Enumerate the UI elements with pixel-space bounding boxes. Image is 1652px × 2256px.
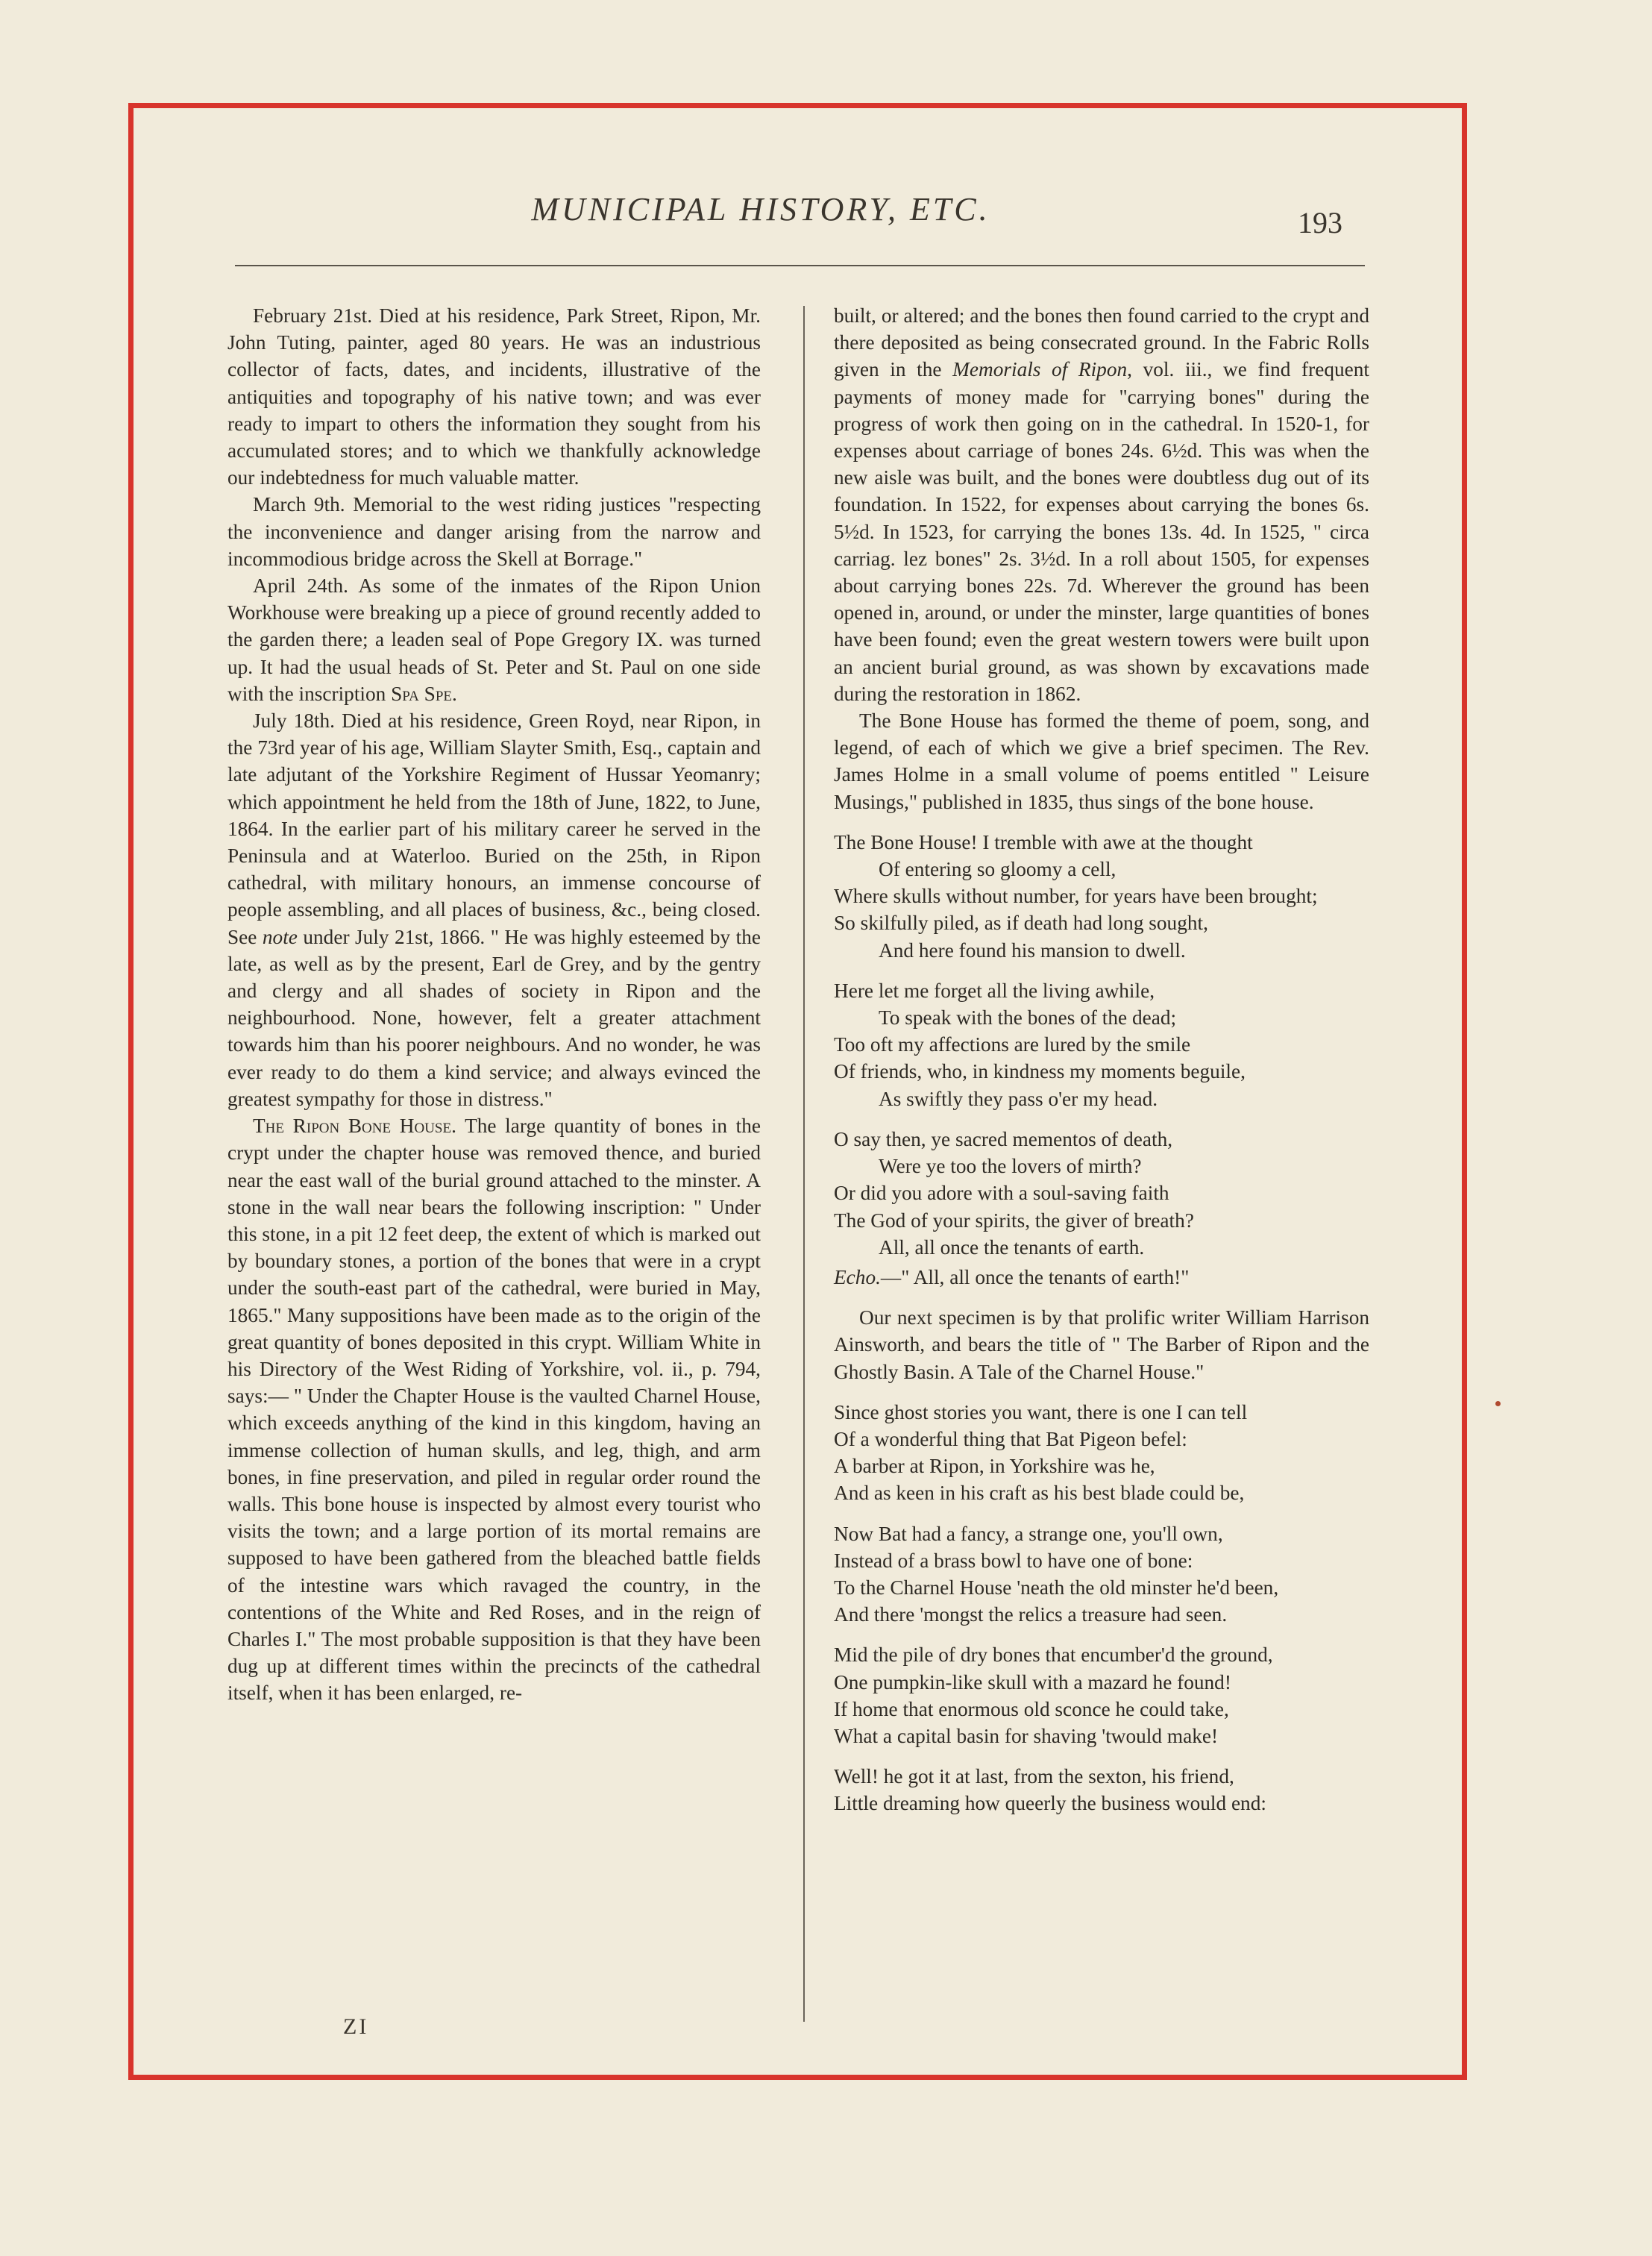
poem-line: Since ghost stories you want, there is one I can tell (834, 1400, 1248, 1423)
paragraph-march-9: March 9th. Memorial to the west riding justices "respecting the inconvenience and danger arising from the narrow and incommodious bridge across the Skell at Borrage." (227, 493, 761, 570)
poem2-stanza-2 (834, 1520, 1369, 1629)
poem-line: And as keen in his craft as his best blade could be, (834, 1482, 1245, 1505)
poem-line: Where skulls without number, for years have been brought; (834, 885, 1318, 908)
poem-line: And there 'mongst the relics a treasure had seen. (834, 1603, 1228, 1626)
paragraph-feb-21: February 21st. Died at his residence, Park Street, Ripon, Mr. John Tuting, painter, aged 80 years. He was an industrious collector of facts, dates, and incidents, illustrative of the antiquities and topography of his native town; and was ever ready to impart to others the information they sought from his accumulated stores; and to which we thankfully acknowledge our indebtedness for much valuable matter. (227, 304, 761, 489)
paragraph-july-18 (227, 707, 761, 1112)
paragraph-fabric-rolls-cont: , vol. iii., we find frequent payments of money made for "carrying bones" during the progress of work then going on in the cathedral. In 1520-1, for expenses about carriage of bones 24s. 6½d. This was when the new aisle was built, and the bones were doubtless dug out of its foundation. In 1522, for expenses about carrying the bones 6s. 5½d. In 1523, for carrying the bones 13s. 4d. In 1525, " circa carriag. lez bones" 2s. 3½d. In a roll about 1505, for expenses about carrying bones 22s. 7d. Wherever the ground has been opened in, around, or under the minster, large quantities of bones have been found; even the great western towers were built upon an ancient burial ground, as was shown by excavations made during the restoration in 1862. (834, 358, 1369, 705)
running-header-title: MUNICIPAL HISTORY, ETC. (531, 191, 990, 228)
paragraph-fabric-rolls-text: built, or altered; and the bones then found carried to the crypt and there deposited as being consecrated ground. In the Fabric Rolls given in the (834, 304, 1369, 381)
paragraph-april-24-text: April 24th. As some of the inmates of the Ripon Union Workhouse were breaking up a piece of ground recently added to the garden there; a leaden seal of Pope Gregory IX. was turned up. It had the usual heads of St. Peter and St. Paul on one side with the inscription (227, 574, 761, 705)
paragraph-bone-house-text: The large quantity of bones in the crypt under the chapter house was removed thence, and buried near the east wall of the burial ground attached to the minster. A stone in the wall near bears the following inscription: " Under this stone, in a pit 12 feet deep, the extent of which is marked out by boundary stones, a portion of the bones that were in a crypt under the south-east part of the cathedral, were buried in May, 1865." Many suppositions have been made as to the origin of the great quantity of bones deposited in this crypt. William White in his Directory of the West Riding of Yorkshire, vol. ii., p. 794, says:— " Under the Chapter House is the vaulted Charnel House, which exceeds anything of the kind in this kingdom, having an immense collection of human skulls, and leg, thigh, and arm bones, in fine preservation, and piled in regular order round the walls. This bone house is inspected by almost every tourist who visits the town; and a large portion of its mortal remains are supposed to have been gathered from the bleached battle fields of the intestine wars which ravaged the country, in the contentions of the White and Red Roses, and in the reign of Charles I." The most probable supposition is that they have been dug up at different times within the precincts of the cathedral itself, when it has been enlarged, re- (227, 1115, 761, 1705)
seal-inscription: Spa Spe. (391, 682, 457, 705)
poem1-stanza-1 (834, 829, 1369, 964)
poem-line: Now Bat had a fancy, a strange one, you'll own, (834, 1522, 1223, 1545)
note-reference: note (262, 925, 298, 948)
poem-line: Or did you adore with a soul-saving faith (834, 1182, 1169, 1205)
poem2-stanza-1 (834, 1399, 1369, 1507)
poem-line: O say then, ye sacred mementos of death, (834, 1127, 1173, 1150)
poem-line: Well! he got it at last, from the sexton, his friend, (834, 1765, 1234, 1788)
paragraph-july-18-cont: under July 21st, 1866. " He was highly esteemed by the late, as well as by the present, Earl de Grey, and by the gentry and clergy and all shades of society in Ripon and the neighbourhood. None, however, felt a greater attachment towards him than his poorer neighbours. And no wonder, he was ever ready to do them a kind service; and always evinced the greatest sympathy for those in distress." (227, 925, 761, 1110)
poem-line: Too oft my affections are lured by the smile (834, 1033, 1191, 1056)
header-rule (235, 265, 1365, 266)
section-heading-bone-house: The Ripon Bone House. (253, 1115, 456, 1138)
column-divider (803, 306, 805, 2022)
poem-line: What a capital basin for shaving 'twould make! (834, 1724, 1219, 1747)
poem-line: To the Charnel House 'neath the old minster he'd been, (834, 1576, 1279, 1599)
poem-line: One pumpkin-like skull with a mazard he found! (834, 1670, 1231, 1693)
left-column (227, 302, 761, 1707)
poem-line: Little dreaming how queerly the business would end: (834, 1792, 1266, 1815)
memorials-of-ripon-title: Memorials of Ripon (952, 358, 1128, 381)
poem-line: To speak with the bones of the dead; (879, 1006, 1177, 1030)
poem-line: Mid the pile of dry bones that encumber'd the ground, (834, 1644, 1273, 1667)
poem-line: Of a wonderful thing that Bat Pigeon befel: (834, 1427, 1187, 1450)
poem-line: Instead of a brass bowl to have one of bone: (834, 1549, 1193, 1572)
paragraph-fabric-rolls (834, 302, 1369, 707)
poem-echo-line (834, 1264, 1369, 1291)
poem-line: A barber at Ripon, in Yorkshire was he, (834, 1455, 1155, 1478)
paper-speck (1495, 1401, 1501, 1406)
paragraph-ainsworth: Our next specimen is by that prolific writer William Harrison Ainsworth, and bears the title of " The Barber of Ripon and the Ghostly Basin. A Tale of the Charnel House." (834, 1306, 1369, 1383)
poem-line: And here found his mansion to dwell. (879, 939, 1186, 962)
right-column (834, 302, 1369, 1817)
poem2-stanza-3 (834, 1641, 1369, 1749)
echo-text: —" All, all once the tenants of earth!" (880, 1265, 1190, 1288)
poem-line: Here let me forget all the living awhile, (834, 979, 1155, 1002)
printer-signature-mark: ZI (343, 2014, 369, 2039)
poem2-stanza-4 (834, 1763, 1369, 1817)
poem-line: Of entering so gloomy a cell, (879, 858, 1116, 881)
echo-label: Echo. (834, 1265, 881, 1288)
paragraph-bone-house-theme: The Bone House has formed the theme of poem, song, and legend, of each of which we give a brief specimen. The Rev. James Holme in a small volume of poems entitled " Leisure Musings," published in 1835, thus sings of the bone house. (834, 709, 1369, 813)
poem-line: The Bone House! I tremble with awe at the thought (834, 830, 1253, 853)
poem-line: Of friends, who, in kindness my moments beguile, (834, 1060, 1246, 1083)
poem-line: As swiftly they pass o'er my head. (879, 1087, 1158, 1110)
poem-line: If home that enormous old sconce he could take, (834, 1697, 1229, 1720)
poem1-stanza-2 (834, 977, 1369, 1112)
poem-line: The God of your spirits, the giver of breath? (834, 1209, 1194, 1232)
paragraph-april-24 (227, 572, 761, 707)
poem1-stanza-3 (834, 1126, 1369, 1291)
poem-line: Were ye too the lovers of mirth? (879, 1155, 1142, 1178)
paragraph-july-18-text: July 18th. Died at his residence, Green Royd, near Ripon, in the 73rd year of his age, William Slayter Smith, Esq., captain and late adjutant of the Yorkshire Regiment of Hussar Yeomanry; which appointment he held from the 18th of June, 1822, to June, 1864. In the earlier part of his military career he served in the Peninsula and at Waterloo. Buried on the 25th, in Ripon cathedral, with military honours, an immense concourse of people assembling, and all places of business, &c., being closed. See (227, 709, 761, 948)
page-number: 193 (1298, 206, 1342, 239)
poem-line: So skilfully piled, as if death had long sought, (834, 912, 1208, 935)
poem-line: All, all once the tenants of earth. (879, 1235, 1145, 1259)
paragraph-bone-house (227, 1112, 761, 1706)
